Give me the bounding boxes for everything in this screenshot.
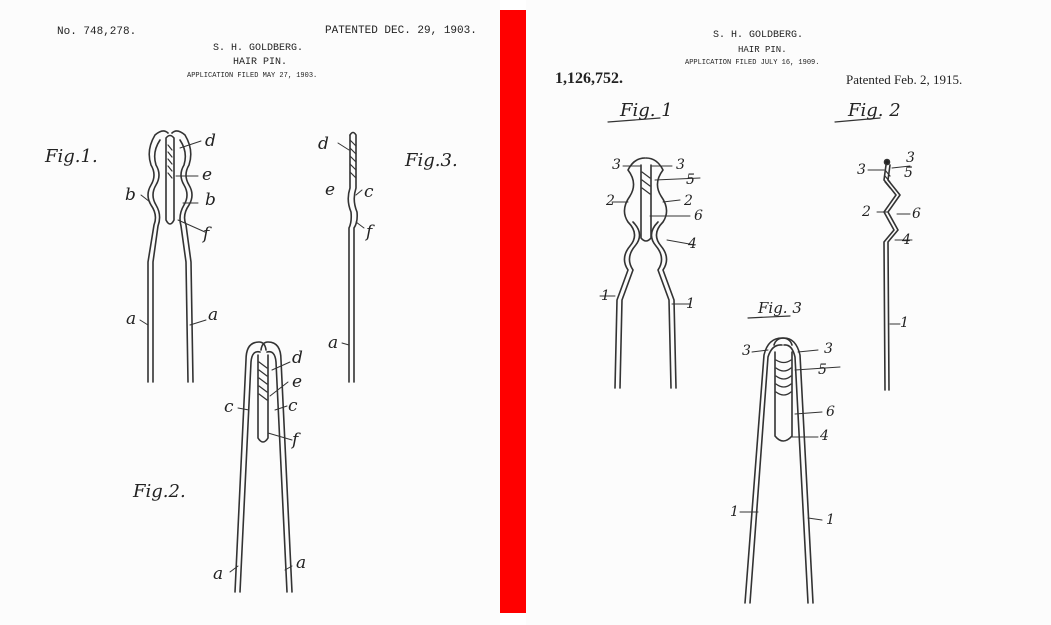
ref-4: 4 <box>902 232 911 248</box>
left-application: APPLICATION FILED MAY 27, 1903. <box>187 72 318 80</box>
ref-d: d <box>318 134 329 154</box>
ref-a: a <box>213 564 224 584</box>
ref-c: c <box>224 397 234 417</box>
ref-1: 1 <box>826 512 835 528</box>
left-patent-number: No. 748,278. <box>57 26 137 38</box>
ref-6: 6 <box>912 206 921 222</box>
ref-1: 1 <box>601 288 610 304</box>
ref-f: f <box>203 224 210 244</box>
left-fig3-side-view <box>338 133 364 383</box>
ref-2: 2 <box>606 193 615 209</box>
left-title: HAIR PIN. <box>233 57 288 68</box>
right-fig2-label: Fig. 2 <box>848 100 901 121</box>
ref-6: 6 <box>826 404 835 420</box>
ref-a: a <box>328 333 339 353</box>
ref-f: f <box>366 222 373 242</box>
ref-3: 3 <box>906 150 915 166</box>
ref-f: f <box>292 430 299 450</box>
right-fig2-side-view <box>868 160 912 391</box>
ref-5: 5 <box>904 165 913 181</box>
left-fig2-hairpin <box>230 342 292 592</box>
ref-d: d <box>292 348 303 368</box>
ref-4: 4 <box>820 428 829 444</box>
ref-a: a <box>296 553 307 573</box>
right-fig3-label: Fig. 3 <box>758 299 802 317</box>
ref-c: c <box>288 396 298 416</box>
left-inventor: S. H. GOLDBERG. <box>213 43 304 54</box>
right-patent-date: Patented Feb. 2, 1915. <box>846 72 963 87</box>
right-patent-number: 1,126,752. <box>555 70 623 87</box>
ref-1: 1 <box>686 296 695 312</box>
ref-4: 4 <box>688 236 697 252</box>
left-fig3-label: Fig.3. <box>405 150 458 171</box>
ref-2: 2 <box>684 193 693 209</box>
right-inventor: S. H. GOLDBERG. <box>713 30 804 41</box>
ref-a: a <box>126 309 137 329</box>
ref-3: 3 <box>824 341 833 357</box>
ref-2: 2 <box>862 204 871 220</box>
ref-a: a <box>208 305 219 325</box>
ref-b: b <box>205 190 216 210</box>
ref-6: 6 <box>694 208 703 224</box>
right-title: HAIR PIN. <box>738 45 787 55</box>
ref-b: b <box>125 185 136 205</box>
ref-3: 3 <box>612 157 621 173</box>
ref-e: e <box>325 180 336 200</box>
ref-d: d <box>205 131 216 151</box>
ref-c: c <box>364 182 374 202</box>
ref-3: 3 <box>742 343 751 359</box>
left-fig2-label: Fig.2. <box>133 481 186 502</box>
right-fig1-label: Fig. 1 <box>620 100 673 121</box>
left-fig1-hairpin <box>140 131 206 382</box>
ref-1: 1 <box>730 504 739 520</box>
ref-3: 3 <box>676 157 685 173</box>
ref-1: 1 <box>900 315 909 331</box>
left-patent-date: PATENTED DEC. 29, 1903. <box>325 25 477 37</box>
ref-e: e <box>292 372 303 392</box>
left-fig1-label: Fig.1. <box>45 146 98 167</box>
right-application: APPLICATION FILED JULY 16, 1909. <box>685 59 820 67</box>
ref-3: 3 <box>857 162 866 178</box>
ref-5: 5 <box>686 172 695 188</box>
ref-5: 5 <box>818 362 827 378</box>
ref-e: e <box>202 165 213 185</box>
